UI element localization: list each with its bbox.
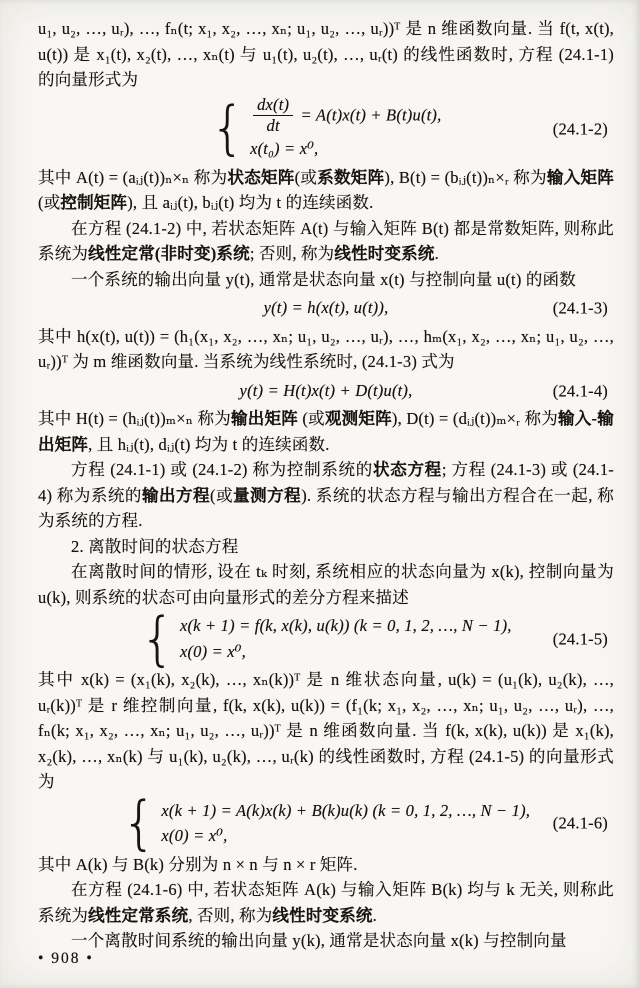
text-run: 其中 H(t) = (hᵢⱼ(t))ₘ×ₙ 称为 — [38, 409, 231, 429]
text-run: 方程 (24.1-1) 或 (24.1-2) 称为控制系统的 — [71, 460, 373, 480]
bold-term: 输出方程 — [141, 485, 211, 505]
text-run: x(0) = x⁰, — [179, 641, 246, 661]
equation-number: (24.1-6) — [552, 813, 608, 833]
bold-term: 线性时变系统 — [272, 905, 373, 925]
equation-lines — [161, 798, 530, 849]
equation-body — [121, 788, 531, 857]
text-run: , 且 hᵢⱼ(t), dᵢⱼ(t) 均为 t 的连续函数. — [88, 434, 330, 454]
text-run: 其中 h(x(t), u(t)) = (h₁(x₁, x₂, …, xₙ; u₁, u₂, …, uᵣ), …, hₘ(x₁, x₂, …, xₙ; u₁, u₂, …, uᵣ))ᵀ 为 m 维函数向量. 当系统为线性系统时, (24.1-3) 式为 — [38, 326, 614, 372]
text-run: (或 — [210, 485, 234, 505]
text-run: (或 — [298, 409, 325, 429]
bold-term: 输入矩阵 — [546, 167, 614, 187]
paragraph — [38, 667, 614, 795]
equation-body — [140, 604, 512, 673]
equation-body — [240, 378, 413, 404]
equation — [38, 788, 614, 857]
left-brace: { — [210, 93, 246, 162]
equation — [38, 604, 614, 673]
bold-term: 线性定常(非时变)系统 — [88, 244, 250, 264]
text-run: 其中 A(k) 与 B(k) 分别为 n × n 与 n × r 矩阵. — [38, 854, 358, 874]
text-run: 在离散时间的情形, 设在 tₖ 时刻, 系统相应的状态向量为 x(k), 控制向量为 u(k), 则系统的状态可由向量形式的差分方程来描述 — [38, 562, 614, 607]
text-run: u₁, u₂, …, uᵣ), …, fₙ(t; x₁, x₂, …, xₙ; u₁, u₂, …, uᵣ))ᵀ 是 n 维函数向量. 当 f(t, x(t), u(t)) 是 x₁(t), x₂(t), …, xₙ(t) 与 u₁(t), u₂(t), …, uᵣ(t) 的线性函数时, 方程 (24.1-1) 的向量形式为 — [38, 19, 614, 89]
equation-lines — [264, 295, 389, 321]
equation-number: (24.1-5) — [552, 629, 608, 649]
text-run: x(k + 1) = f(k, x(k), u(k)) (k = 0, 1, 2, …, N − 1), — [179, 616, 512, 636]
section-heading — [38, 534, 614, 560]
page-body — [38, 16, 614, 954]
paragraph — [38, 406, 614, 457]
text-run: ), B(t) = (bᵢⱼ(t))ₙ×ᵣ 称为 — [384, 167, 547, 187]
equation-lines — [180, 613, 512, 664]
paragraph — [38, 16, 614, 93]
bold-term: 系数矩阵 — [317, 167, 385, 187]
equation-line — [180, 639, 246, 665]
paragraph — [38, 165, 614, 216]
equation — [38, 292, 614, 324]
left-brace: { — [140, 604, 175, 673]
equation-body — [210, 93, 442, 162]
equation-line — [161, 798, 530, 824]
bold-term: 量测方程 — [233, 485, 302, 505]
text-run: x(k + 1) = A(k)x(k) + B(k)u(k) (k = 0, 1, 2, …, N − 1), — [161, 800, 531, 820]
text-run: x(0) = x⁰, — [161, 826, 228, 846]
text-run: , 否则, 称为 — [188, 905, 273, 925]
paragraph — [38, 324, 614, 375]
equation-lines — [250, 96, 441, 162]
fraction-denominator: dt — [266, 116, 280, 136]
text-run: 其中 A(t) = (aᵢⱼ(t))ₙ×ₙ 称为 — [38, 167, 228, 187]
equation-body — [264, 295, 389, 321]
bold-term: 线性定常系统 — [88, 905, 189, 925]
text-run: 在方程 (24.1-2) 中, 若状态矩阵 A(t) 与输入矩阵 B(t) 都是常数矩阵, 则称此系统为 — [38, 218, 614, 264]
equation-number: (24.1-2) — [552, 118, 608, 138]
equation-number: (24.1-4) — [552, 380, 608, 400]
equation-number: (24.1-3) — [552, 298, 608, 318]
equation-line — [264, 295, 389, 321]
bold-term: 线性时变系统 — [334, 244, 435, 264]
bold-term: 状态矩阵 — [227, 167, 295, 187]
text-run: = A(t)x(t) + B(t)u(t), — [296, 104, 442, 124]
text-run: (或 — [294, 167, 318, 187]
fraction — [253, 96, 293, 137]
page-number: • 908 • — [38, 950, 94, 967]
equation-lines — [240, 378, 413, 404]
text-run: 2. 离散时间的状态方程 — [71, 536, 239, 556]
paragraph — [38, 267, 614, 293]
text-run: . — [372, 905, 377, 925]
text-run: x(t₀) = x⁰, — [250, 139, 319, 159]
equation-line — [180, 613, 512, 639]
equation — [38, 93, 614, 165]
paragraph — [38, 877, 614, 928]
text-run: 一个系统的输出向量 y(t), 通常是状态向量 x(t) 与控制向量 u(t) 的函数 — [71, 269, 576, 289]
text-run: ; 否则, 称为 — [249, 244, 335, 264]
equation-line — [250, 96, 441, 137]
text-run: ). 系统的状态方程与输出方程合在一起, 称为系统的方程. — [38, 485, 614, 531]
paragraph — [38, 457, 614, 534]
bold-term: 状态方程 — [373, 460, 442, 480]
text-run: (或 — [38, 193, 61, 213]
left-brace: { — [121, 788, 157, 857]
equation — [38, 375, 614, 407]
text-run: 在方程 (24.1-6) 中, 若状态矩阵 A(k) 与输入矩阵 B(k) 均与 k 无关, 则称此系统为 — [38, 880, 614, 925]
bold-term: 输入-输出矩阵 — [38, 409, 615, 454]
fraction-numerator: dx(t) — [253, 96, 293, 117]
text-run: 一个离散时间系统的输出向量 y(k), 通常是状态向量 x(k) 与控制向量 — [71, 931, 567, 951]
bold-term: 观测矩阵 — [324, 409, 392, 429]
text-run: y(t) = h(x(t), u(t)), — [263, 298, 389, 318]
paragraph — [38, 928, 614, 954]
paragraph — [38, 559, 614, 610]
text-run: ; 方程 (24.1-3) 或 (24.1-4) 称为系统的 — [38, 460, 614, 505]
equation-line — [250, 136, 318, 162]
text-run: ), D(t) = (dᵢⱼ(t))ₘ×ᵣ 称为 — [391, 409, 559, 429]
text-run: 其中 x(k) = (x₁(k), x₂(k), …, xₙ(k))ᵀ 是 n 维状态向量, u(k) = (u₁(k), u₂(k), …, uᵣ(k))ᵀ 是 r 维控制向量, f(k, x(k), u(k)) = (f₁(k; x₁, x₂, …, xₙ; u₁, u₂, …, uᵣ), …, fₙ(k; x₁, x₂, …, xₙ; u₁, u₂, …, uᵣ))ᵀ 是 n 维函数向量. 当 f(k, x(k), u(k)) 是 x₁(k), x₂(k), …, xₙ(k) 与 u₁(k), u₂(k), …, uᵣ(k) 的线性函数时, 方程 (24.1-5) 的向量形式为 — [38, 670, 614, 792]
equation-line — [161, 823, 227, 849]
text-run: y(t) = H(t)x(t) + D(t)u(t), — [239, 380, 413, 400]
text-run: ), 且 aᵢⱼ(t), bᵢⱼ(t) 均为 t 的连续函数. — [127, 193, 374, 213]
bold-term: 输出矩阵 — [230, 409, 298, 429]
equation-line — [240, 378, 413, 404]
bold-term: 控制矩阵 — [60, 193, 128, 213]
paragraph — [38, 216, 614, 267]
text-run: . — [434, 244, 439, 264]
